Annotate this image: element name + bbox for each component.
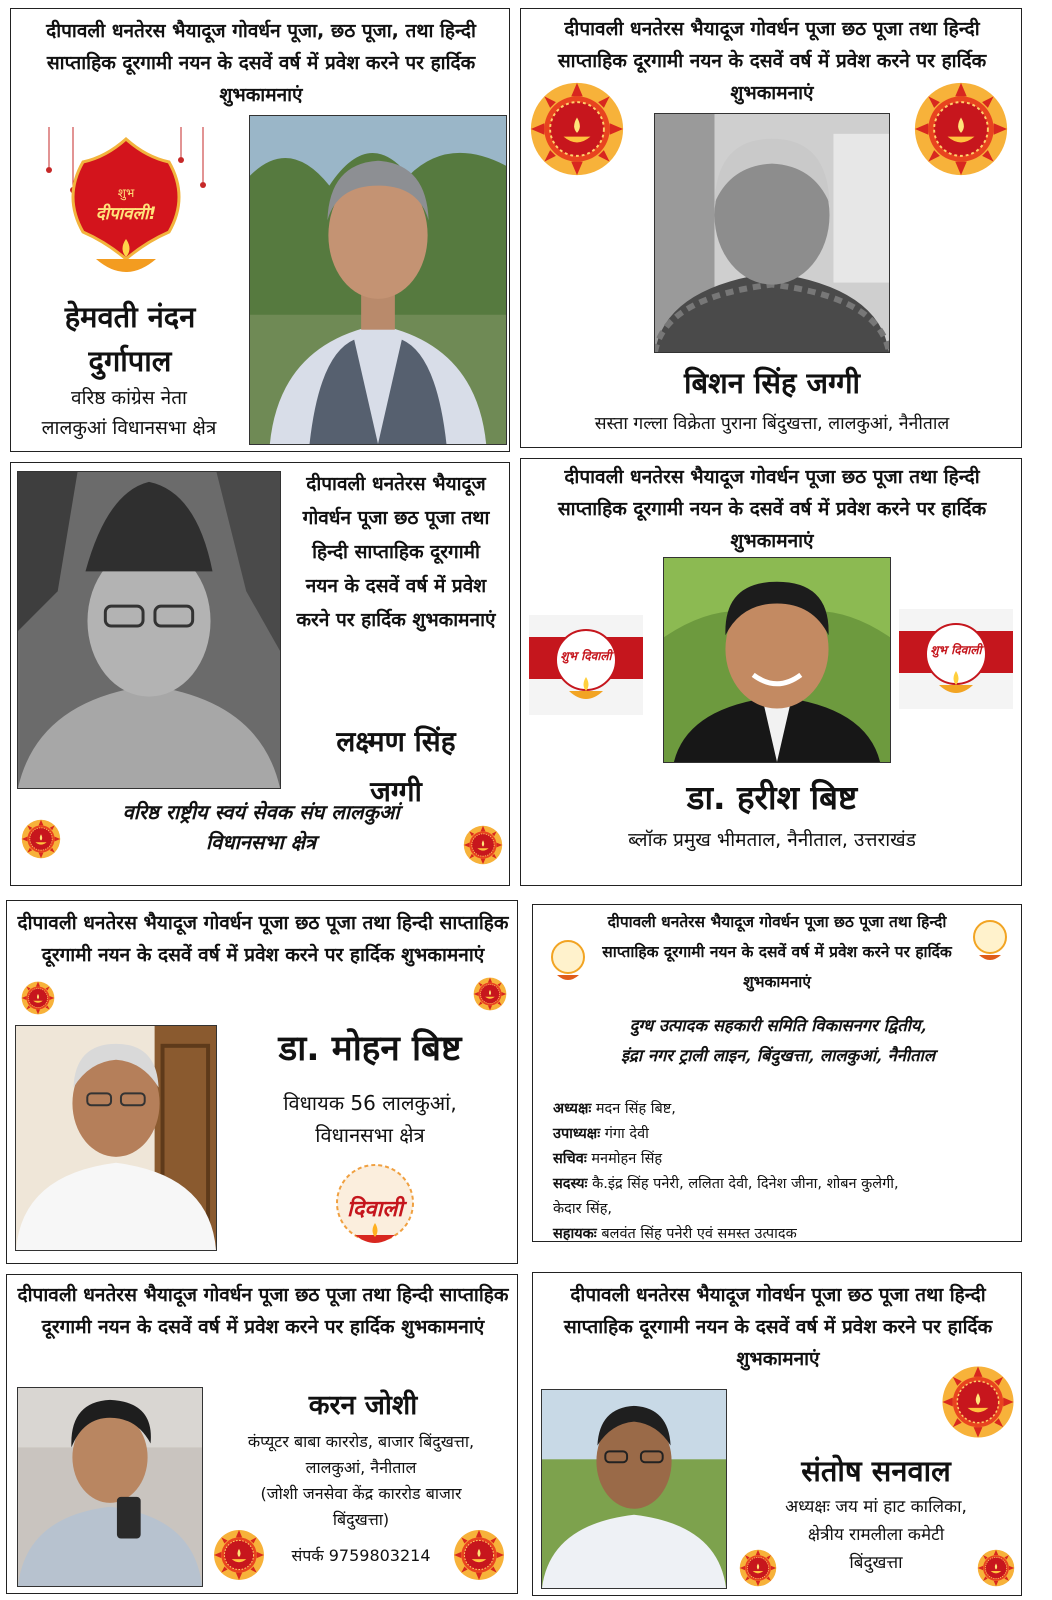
person-title	[207, 1429, 515, 1533]
person-title-line-3: (जोशी जनसेवा केंद्र काररोड बाजार	[260, 1484, 462, 1503]
person-name-line-1: हेमवती नंदन	[64, 300, 196, 334]
mandala-icon	[463, 825, 503, 865]
person-title-line-1: कंप्यूटर बाबा काररोड, बाजार बिंदुखत्ता,	[247, 1432, 475, 1451]
mandala-icon	[21, 819, 61, 859]
person-name: डा. मोहन बिष्ट	[278, 1029, 462, 1069]
member-role: सदस्यः	[553, 1176, 588, 1192]
mandala-icon	[529, 81, 625, 177]
person-name: बिशन सिंह जग्गी	[683, 366, 861, 400]
badge-line-1: शुभ	[117, 186, 135, 200]
greeting-text: दीपावली धनतेरस भैयादूज गोवर्धन पूजा छठ पूजा तथा हिन्दी साप्ताहिक दूरगामी नयन के दसवें वर्ष में प्रवेश करने पर हार्दिक शुभकामनाएं	[602, 913, 952, 991]
member-value: गंगा देवी	[604, 1126, 649, 1142]
greeting-card-harish	[520, 458, 1022, 886]
mandala-icon	[21, 981, 55, 1015]
portrait-laxman	[17, 471, 281, 789]
greeting-text: दीपावली धनतेरस भैयादूज गोवर्धन पूजा छठ पूजा तथा हिन्दी साप्ताहिक दूरगामी नयन के दसवें वर्ष में प्रवेश करने पर हार्दिक शुभकामनाएं	[296, 473, 496, 631]
contact-number: संपर्क 9759803214	[291, 1546, 431, 1565]
person-title-line-4: बिंदुखत्ता)	[332, 1510, 390, 1529]
member-value: कै.इंद्र सिंह पनेरी, ललिता देवी, दिनेश जीना, शोबन कुलेगी,	[592, 1176, 899, 1192]
person-title-line-2: लालकुआं, नैनीताल	[305, 1458, 417, 1477]
person-name	[17, 295, 243, 383]
member-row	[553, 1147, 1015, 1172]
mandala-icon	[213, 1529, 265, 1581]
person-title	[61, 797, 461, 857]
person-title-line-2: विधानसभा क्षेत्र	[315, 1123, 425, 1147]
diwali-banner-icon	[899, 609, 1013, 709]
member-row	[553, 1197, 1015, 1222]
greeting-card-laxman	[10, 462, 510, 886]
person-title: ब्लॉक प्रमुख भीमताल, नैनीताल, उत्तराखंड	[628, 829, 916, 851]
member-value: केदार सिंह,	[553, 1201, 612, 1217]
greeting-text: दीपावली धनतेरस भैयादूज गोवर्धन पूजा छठ पूजा तथा हिन्दी साप्ताहिक दूरगामी नयन के दसवें वर्ष में प्रवेश करने पर हार्दिक शुभकामनाएं	[17, 912, 509, 966]
diwali-sun-icon	[963, 915, 1017, 965]
greeting-card-karan	[6, 1274, 518, 1594]
person-name-line-2: दुर्गापाल	[88, 344, 172, 378]
person-title: सस्ता गल्ला विक्रेता पुराना बिंदुखत्ता, लालकुआं, नैनीताल	[594, 414, 950, 434]
greeting-text: दीपावली धनतेरस भैयादूज गोवर्धन पूजा, छठ पूजा, तथा हिन्दी साप्ताहिक दूरगामी नयन के दसवें वर्ष में प्रवेश करने पर हार्दिक शुभकामनाएं	[46, 20, 476, 106]
member-value: बलवंत सिंह पनेरी एवं समस्त उत्पादक	[601, 1226, 797, 1242]
person-title-line-1: अध्यक्षः जय मां हाट कालिका,	[785, 1497, 967, 1517]
portrait-karan	[17, 1387, 203, 1587]
portrait-bishan	[654, 113, 890, 353]
portrait-mohan	[15, 1025, 217, 1251]
member-list	[553, 1097, 1015, 1242]
person-title-line-1: विधायक 56 लालकुआं,	[283, 1091, 457, 1115]
mandala-icon	[941, 1365, 1015, 1439]
greeting-card-dairy-society	[532, 904, 1022, 1242]
member-role: उपाध्यक्षः	[553, 1126, 601, 1142]
person-title-line-2: क्षेत्रीय रामलीला कमेटी	[807, 1525, 945, 1545]
diwali-logo-text: दिवाली	[347, 1197, 403, 1222]
member-role: अध्यक्षः	[553, 1101, 592, 1117]
portrait-santosh	[541, 1389, 727, 1589]
person-title	[225, 1087, 515, 1151]
banner-text-right: शुभ दिवाली	[930, 643, 982, 657]
banner-text-left: शुभ दिवाली	[560, 649, 612, 663]
person-title	[13, 383, 245, 443]
diwali-banner-icon	[529, 615, 643, 715]
greeting-card-mohan	[6, 900, 518, 1264]
greeting-text: दीपावली धनतेरस भैयादूज गोवर्धन पूजा छठ पूजा तथा हिन्दी साप्ताहिक दूरगामी नयन के दसवें वर्ष में प्रवेश करने पर हार्दिक शुभकामनाएं	[563, 1284, 993, 1370]
member-role: सहायकः	[553, 1226, 597, 1242]
member-value: मदन सिंह बिष्ट,	[595, 1101, 676, 1117]
org-name-line-1: दुग्ध उत्पादक सहकारी समिति विकासनगर द्वितीय,	[629, 1016, 927, 1035]
member-row	[553, 1097, 1015, 1122]
member-row	[553, 1122, 1015, 1147]
mandala-icon	[913, 81, 1009, 177]
mandala-icon	[739, 1549, 777, 1587]
person-title-line-2: विधानसभा क्षेत्र	[206, 830, 316, 854]
person-name: करन जोशी	[308, 1390, 418, 1421]
person-name: संतोष सनवाल	[801, 1454, 951, 1488]
badge-line-2: दीपावली!	[95, 204, 157, 224]
person-title-line-1: वरिष्ठ कांग्रेस नेता	[71, 387, 187, 409]
member-row	[553, 1222, 1015, 1242]
person-title-line-1: वरिष्ठ राष्ट्रीय स्वयं सेवक संघ लालकुआं	[122, 800, 400, 824]
member-value: मनमोहन सिंह	[591, 1151, 663, 1167]
mandala-icon	[977, 1549, 1015, 1587]
greeting-card-bishan	[520, 8, 1022, 448]
person-title-line-2: लालकुआं विधानसभा क्षेत्र	[41, 417, 217, 439]
greeting-text: दीपावली धनतेरस भैयादूज गोवर्धन पूजा छठ पूजा तथा हिन्दी साप्ताहिक दूरगामी नयन के दसवें वर्ष में प्रवेश करने पर हार्दिक शुभकामनाएं	[17, 1284, 509, 1338]
member-row	[553, 1172, 1015, 1197]
member-role: सचिवः	[553, 1151, 587, 1167]
greeting-text: दीपावली धनतेरस भैयादूज गोवर्धन पूजा छठ पूजा तथा हिन्दी साप्ताहिक दूरगामी नयन के दसवें वर्ष में प्रवेश करने पर हार्दिक शुभकामनाएं	[557, 466, 987, 552]
person-name-line-1: लक्ष्मण सिंह	[336, 725, 456, 758]
greeting-card-santosh	[532, 1272, 1022, 1596]
greeting-text: दीपावली धनतेरस भैयादूज गोवर्धन पूजा छठ पूजा तथा हिन्दी साप्ताहिक दूरगामी नयन के दसवें वर्ष में प्रवेश करने पर हार्दिक शुभकामनाएं	[557, 18, 987, 104]
mandala-icon	[453, 1529, 505, 1581]
mandala-icon	[473, 977, 507, 1011]
org-name-line-2: इंद्रा नगर ट्राली लाइन, बिंदुखत्ता, लालकुआं, नैनीताल	[620, 1046, 936, 1065]
portrait-harish	[663, 557, 891, 763]
org-name	[541, 1011, 1015, 1071]
diwali-sun-icon	[541, 935, 595, 985]
portrait-hemvati	[249, 115, 507, 445]
person-title-line-3: बिंदुखत्ता	[849, 1553, 903, 1573]
person-name-line-2: जग्गी	[370, 775, 422, 808]
greeting-card-hemvati	[10, 8, 510, 452]
person-name: डा. हरीश बिष्ट	[686, 778, 858, 817]
